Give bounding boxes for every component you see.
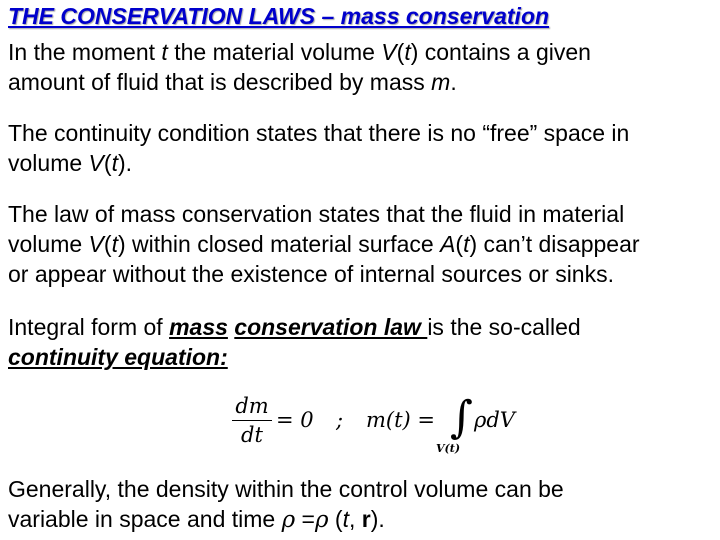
text: the material volume [167,39,382,65]
text: ). [370,506,385,532]
integral-sign: ∫ [450,392,473,443]
var-m: m [431,69,451,95]
text: ) within closed material surface [117,231,441,257]
rho-symbol: ρ [314,507,329,533]
text: In the moment [8,39,162,65]
text-line: The law of mass conservation states that the fluid in material [8,201,625,227]
text: , [348,506,362,532]
derivative-fraction [232,394,272,447]
text: volume [8,231,89,257]
text-line: or appear without the existence of internal sources or sinks. [8,261,614,287]
var-t: t [404,39,411,65]
mass-function: m(t) = [366,408,436,432]
continuity-equation-formula [226,390,536,465]
var-r: r [361,506,371,532]
text-line [8,229,640,259]
rho-symbol: ρ [474,408,487,432]
slide-title: THE CONSERVATION LAWS – mass conservation [8,3,550,29]
text: . [450,69,457,95]
text-line [8,148,629,178]
emphasis-conservation-law: conservation law [234,314,428,340]
var-t: t [342,506,349,532]
text-line [8,312,581,342]
text-line: The continuity condition states that there is no “free” space in [8,120,630,146]
rho-symbol: ρ [281,507,296,533]
var-t: t [111,231,118,257]
text-line: Generally, the density within the control volume can be [8,476,564,502]
text: ( [103,231,112,257]
text: = [295,506,315,532]
fraction-numerator: dm [235,394,269,418]
var-v: V [381,39,397,65]
separator: ; [336,408,344,432]
var-t: t [111,150,118,176]
paragraph-integral-form [8,312,581,372]
text: volume [8,150,89,176]
text: ) can’t disappear [469,231,640,257]
paragraph-variable-density [8,474,564,535]
fraction-denominator: dt [241,423,263,447]
var-v: V [88,231,104,257]
text: variable in space and time [8,506,282,532]
integrand-dv: dV [486,408,515,432]
var-t: t [463,231,470,257]
text: ) contains a given [410,39,591,65]
paragraph-continuity-condition [8,118,629,178]
text: Integral form of [8,314,170,340]
emphasis-continuity-equation: continuity equation: [8,344,228,370]
text: ( [455,231,464,257]
text-line [8,37,591,67]
integral-domain: V(t) [436,442,461,455]
var-v: V [88,150,104,176]
text: ( [328,506,343,532]
text: ( [103,150,112,176]
integrand [474,408,515,432]
emphasis-mass: mass [169,314,228,340]
var-t: t [161,39,168,65]
text: ( [396,39,405,65]
text-line [8,504,564,535]
var-a: A [440,231,456,257]
text-line [8,67,591,97]
text: amount of fluid that is described by mass [8,69,432,95]
paragraph-mass-conservation-law [8,199,640,289]
equals-zero: = 0 [276,408,314,432]
fraction-bar [232,420,272,421]
text: ). [117,150,133,176]
text: is the so-called [427,314,581,340]
paragraph-material-volume [8,37,591,97]
